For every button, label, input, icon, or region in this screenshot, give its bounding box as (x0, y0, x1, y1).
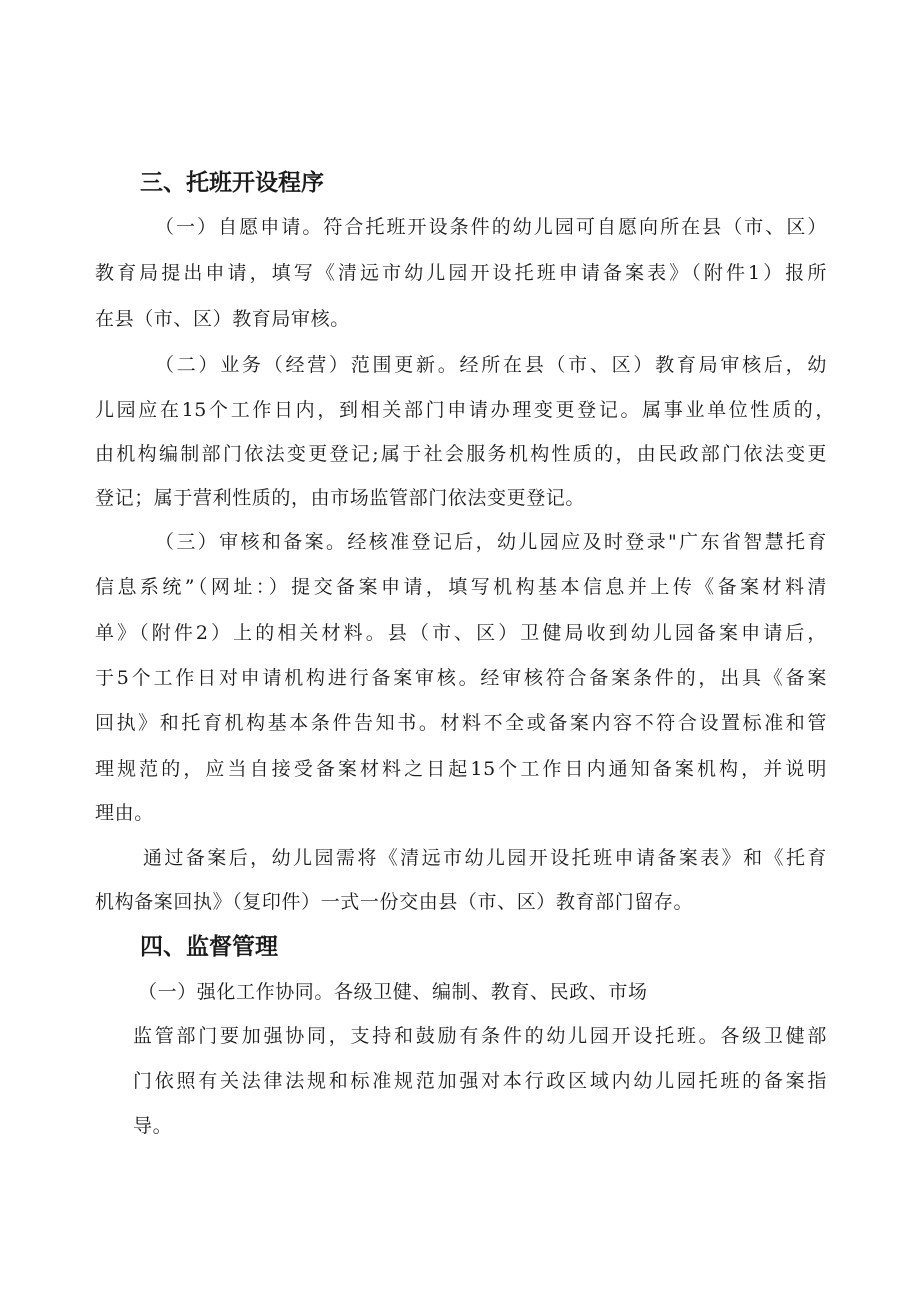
text-line: 教育局提出申请，填写《清远市幼儿园开设托班申请备案表》（附件1）报所 (95, 262, 827, 284)
text-line: 于5个工作日对申请机构进行备案审核。经审核符合备案条件的，出具《备案 (95, 667, 827, 689)
text-line: 单》（附件2）上的相关材料。县（市、区）卫健局收到幼儿园备案申请后， (95, 622, 827, 644)
text-line: 理规范的，应当自接受备案材料之日起15个工作日内通知备案机构，并说明 (95, 758, 827, 780)
text-line: （一）自愿申请。符合托班开设条件的幼儿园可自愿向所在县（市、区） (155, 216, 827, 238)
text-line: （一）强化工作协同。各级卫健、编制、教育、民政、市场 (138, 981, 648, 1003)
text-line: 登记；属于营利性质的，由市场监管部门依法变更登记。 (95, 487, 586, 509)
text-line: 机构备案回执》（复印件）一式一份交由县（市、区）教育部门留存。 (95, 891, 694, 913)
text-line: 理由。 (95, 802, 154, 824)
text-line: 回执》和托育机构基本条件告知书。材料不全或备案内容不符合设置标准和管 (95, 712, 827, 734)
section-4-heading: 四、监督管理 (140, 934, 278, 960)
text-line: 儿园应在15个工作日内，到相关部门申请办理变更登记。属事业单位性质的， (95, 399, 835, 421)
section-3-heading: 三、托班开设程序 (140, 170, 324, 196)
text-line: （二）业务（经营）范围更新。经所在县（市、区）教育局审核后，幼 (155, 354, 827, 376)
text-line: 信息系统”（网址：）提交备案申请，填写机构基本信息并上传《备案材料清 (95, 576, 827, 598)
text-line: 导。 (133, 1115, 173, 1137)
text-line: 门依照有关法律法规和标准规范加强对本行政区域内幼儿园托班的备案指 (133, 1070, 827, 1092)
text-line: 在县（市、区）教育局审核。 (95, 308, 350, 330)
text-line: 监管部门要加强协同，支持和鼓励有条件的幼儿园开设托班。各级卫健部 (133, 1025, 827, 1047)
text-line: 由机构编制部门依法变更登记;属于社会服务机构性质的，由民政部门依法变更 (95, 443, 827, 465)
text-line: 通过备案后，幼儿园需将《清远市幼儿园开设托班申请备案表》和《托育 (143, 847, 827, 869)
text-line: （三）审核和备案。经核准登记后，幼儿园应及时登录"广东省智慧托育 (155, 531, 827, 553)
